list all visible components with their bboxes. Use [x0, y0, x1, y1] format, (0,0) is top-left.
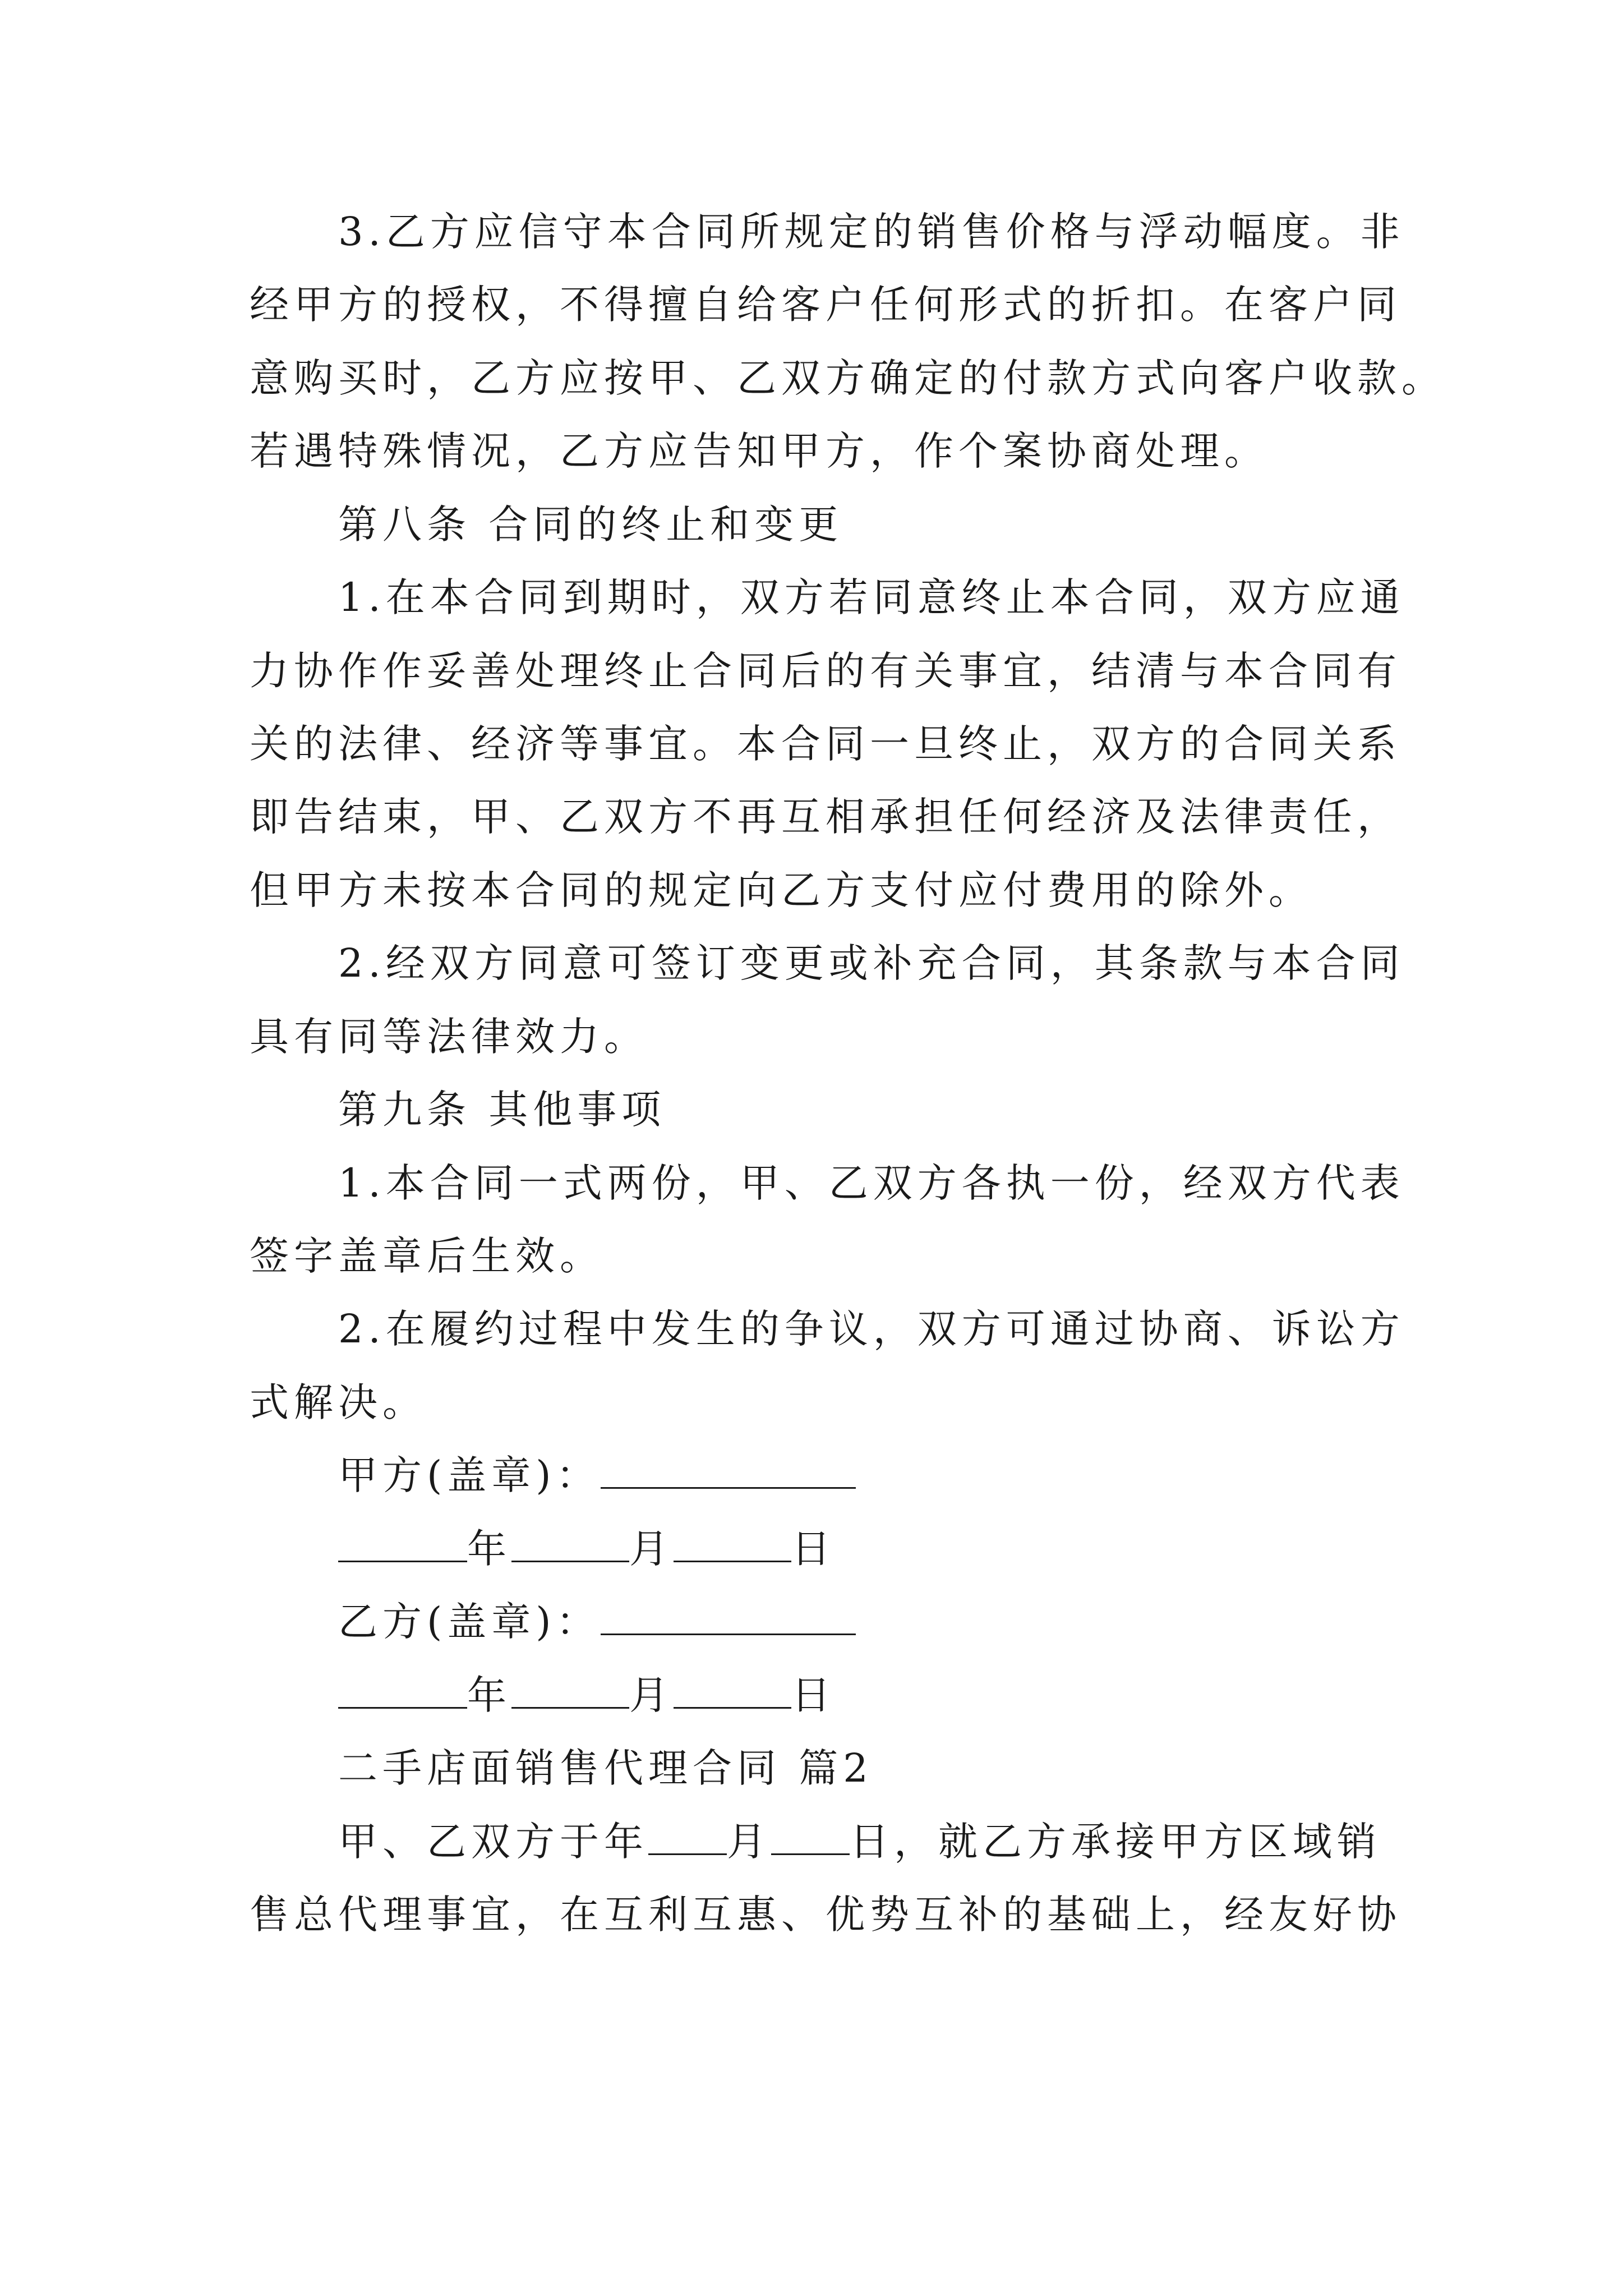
text-fragment: 甲、乙双方于年: [338, 1819, 648, 1865]
party-a-label: 甲方(盖章)：: [338, 1452, 601, 1498]
month-blank: [648, 1818, 727, 1855]
section-title: 二手店面销售代理合同 篇2: [338, 1745, 873, 1791]
paragraph-line: 2.经双方同意可签订变更或补充合同，其条款与本合同: [338, 940, 1405, 986]
day-label: 日: [791, 1526, 836, 1572]
paragraph-line: 1.在本合同到期时，双方若同意终止本合同，双方应通: [338, 574, 1405, 620]
paragraph-line: 力协作作妥善处理终止合同后的有关事宜，结清与本合同有: [250, 648, 1401, 694]
signature-blank: [601, 1598, 856, 1635]
day-blank: [674, 1671, 791, 1709]
paragraph-line: 2.在履约过程中发生的争议，双方可通过协商、诉讼方: [338, 1306, 1405, 1352]
month-label: 月: [629, 1672, 674, 1718]
paragraph-line: 即告结束，甲、乙双方不再互相承担任何经济及法律责任，: [250, 794, 1401, 840]
paragraph-line: 签字盖章后生效。: [250, 1233, 604, 1279]
day-label: 日: [791, 1672, 836, 1718]
paragraph-line: 但甲方未按本合同的规定向乙方支付应付费用的除外。: [250, 867, 1313, 913]
section-heading: 第九条 其他事项: [338, 1087, 666, 1133]
month-label: 月: [629, 1526, 674, 1572]
paragraph-line: 具有同等法律效力。: [250, 1014, 648, 1060]
year-label: 年: [467, 1672, 511, 1718]
date-line-a: [338, 1524, 836, 1574]
party-b-label: 乙方(盖章)：: [338, 1599, 601, 1645]
month-blank: [511, 1671, 629, 1709]
section-heading: 第八条 合同的终止和变更: [338, 501, 843, 547]
year-label: 年: [467, 1526, 511, 1572]
year-blank: [338, 1671, 467, 1709]
day-blank: [771, 1818, 850, 1855]
signature-blank: [601, 1451, 856, 1489]
paragraph-line: 售总代理事宜，在互利互惠、优势互补的基础上，经友好协: [250, 1892, 1401, 1938]
text-fragment: 月: [727, 1819, 771, 1865]
date-line-b: [338, 1670, 836, 1720]
paragraph-line: 关的法律、经济等事宜。本合同一旦终止，双方的合同关系: [250, 721, 1401, 767]
day-blank: [674, 1525, 791, 1562]
paragraph-line: [338, 1816, 1381, 1867]
paragraph-line: 经甲方的授权，不得擅自给客户任何形式的折扣。在客户同: [250, 282, 1401, 328]
paragraph-line: 若遇特殊情况，乙方应告知甲方，作个案协商处理。: [250, 428, 1269, 474]
paragraph-line: 3.乙方应信守本合同所规定的销售价格与浮动幅度。非: [338, 209, 1405, 255]
signature-party-b: [338, 1596, 856, 1647]
paragraph-line: 式解决。: [250, 1379, 427, 1425]
text-fragment: 日，就乙方承接甲方区域销: [850, 1819, 1381, 1865]
signature-party-a: [338, 1450, 856, 1501]
paragraph-line: 意购买时，乙方应按甲、乙双方确定的付款方式向客户收款。: [250, 355, 1446, 401]
year-blank: [338, 1525, 467, 1562]
month-blank: [511, 1525, 629, 1562]
paragraph-line: 1.本合同一式两份，甲、乙双方各执一份，经双方代表: [338, 1160, 1405, 1206]
